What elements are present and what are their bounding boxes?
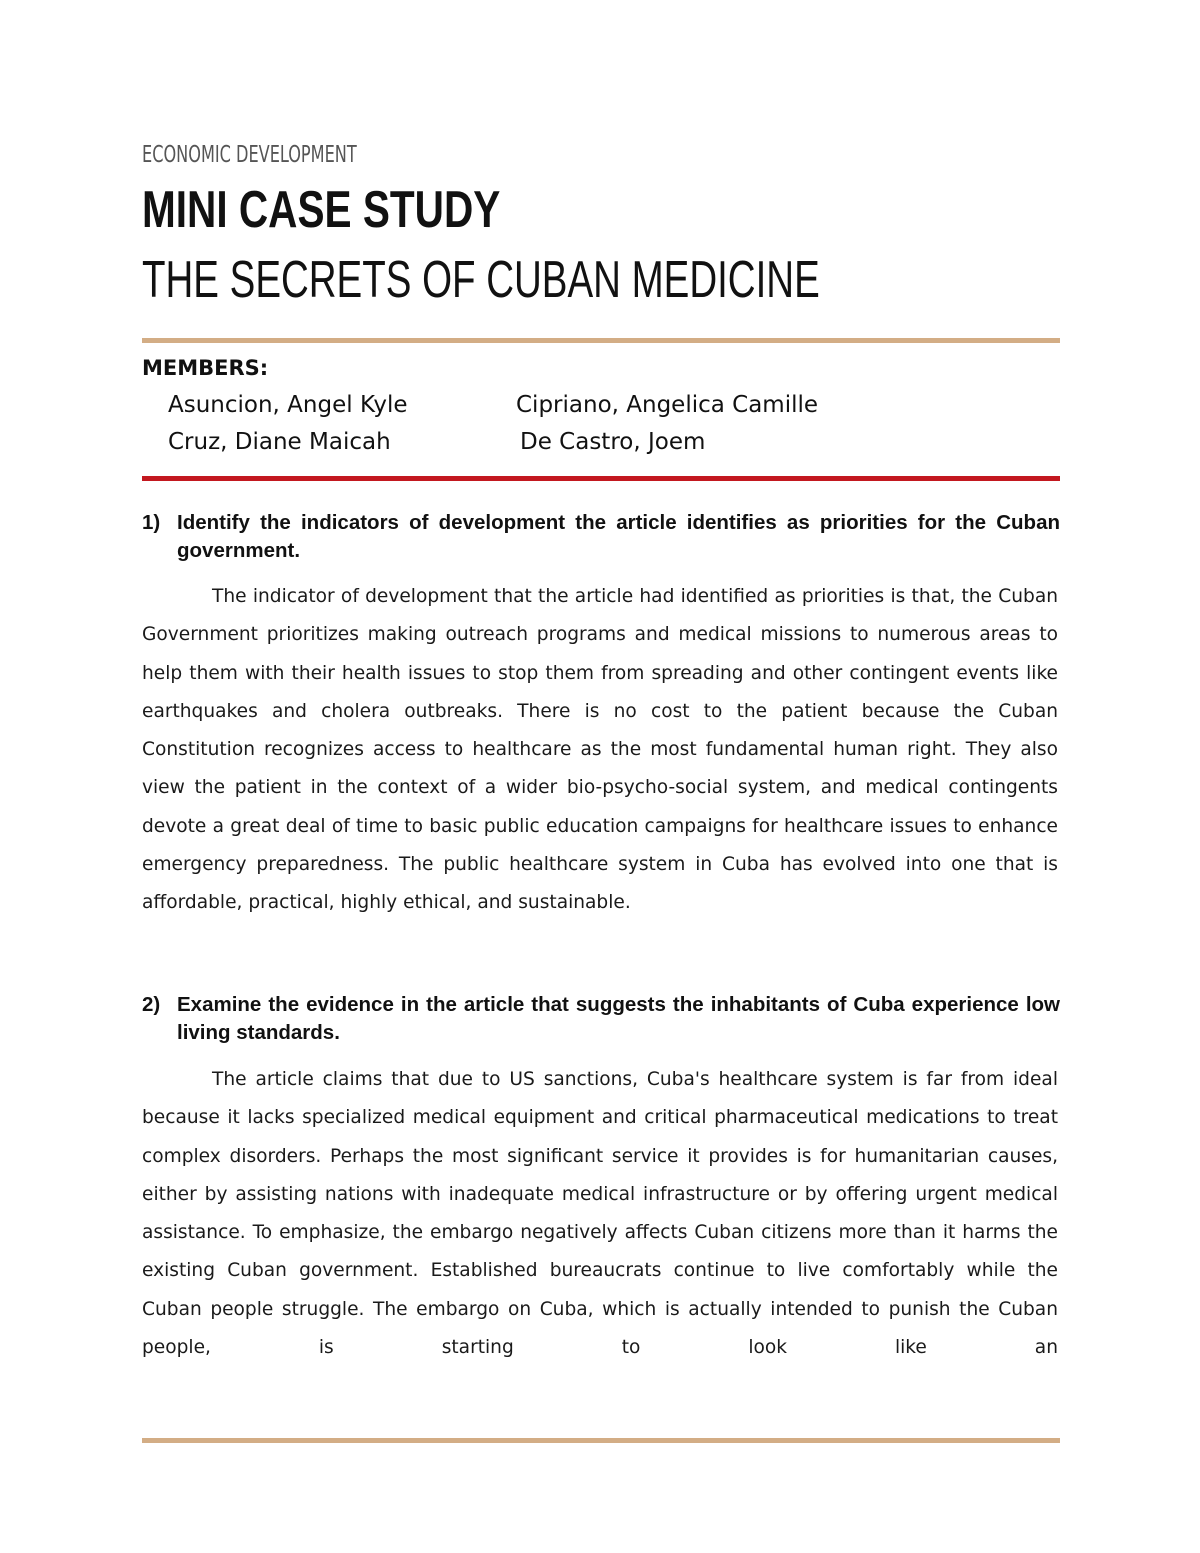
answer-paragraph: The indicator of development that the article had identified as priorities is that, the Cuban Government prioritizes making outreach programs and medical missions to numerous areas to help them with their health issues to stop them from spreading and other contingent events like earthquakes and cholera outbreaks. There is no cost to the patient because the Cuban Constitution recognizes access to healthcare as the most fundamental human right. They also view the patient in the context of a wider bio-psycho-social system, and medical contingents devote a great deal of time to basic public education campaigns for healthcare issues to enhance emergency preparedness. The public healthcare system in Cuba has evolved into one that is affordable, practical, highly ethical, and sustainable. xyxy=(142,586,1058,914)
question-number: 2) xyxy=(142,993,161,1016)
answer-paragraph: The article claims that due to US sanctions, Cuba's healthcare system is far from ideal because it lacks specialized medical equipment and critical pharmaceutical medications to treat complex disorders. Perhaps the most significant service it provides is for humanitarian causes, either by assisting nations with inadequate medical infrastructure or by offering urgent medical assistance. To emphasize, the embargo negatively affects Cuban citizens more than it harms the existing Cuban government. Established bureaucrats continue to live comfortably while the Cuban people struggle. The embargo on Cuba, which is actually intended to punish the Cuban people, is starting to look like an xyxy=(142,1069,1058,1359)
members-label: MEMBERS: xyxy=(142,356,269,380)
member-name: Cipriano, Angelica Camille xyxy=(516,392,819,418)
members-divider xyxy=(142,476,1060,481)
question-prompt: Examine the evidence in the article that suggests the inhabitants of Cuba experience low living standards. xyxy=(177,993,1060,1044)
member-name: De Castro, Joem xyxy=(520,429,706,455)
document-subtitle: THE SECRETS OF CUBAN MEDICINE xyxy=(142,251,820,309)
member-name: Cruz, Diane Maicah xyxy=(168,429,391,455)
question-number: 1) xyxy=(142,511,161,534)
footer-divider xyxy=(142,1438,1060,1443)
subject-label: ECONOMIC DEVELOPMENT xyxy=(142,142,357,168)
question-prompt: Identify the indicators of development the article identifies as priorities for the Cuban government. xyxy=(177,511,1060,562)
document-title: MINI CASE STUDY xyxy=(142,181,501,239)
question-heading xyxy=(142,991,1060,1047)
member-name: Asuncion, Angel Kyle xyxy=(168,392,408,418)
question-heading xyxy=(142,509,1060,565)
top-divider xyxy=(142,338,1060,343)
